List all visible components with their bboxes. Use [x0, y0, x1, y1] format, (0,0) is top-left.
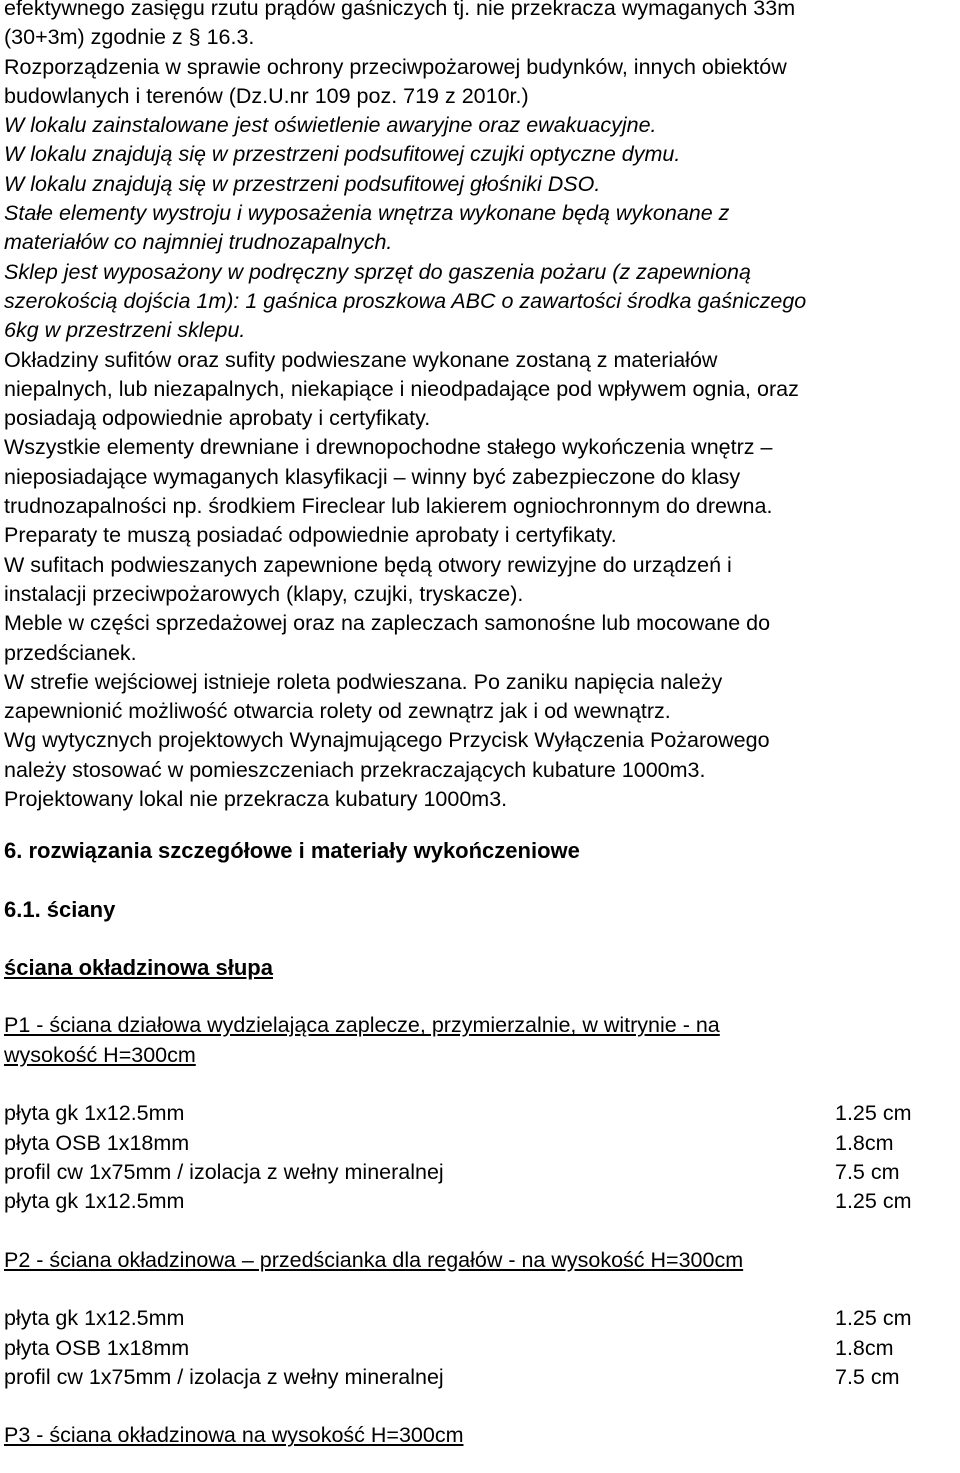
body-line: Meble w części sprzedażowej oraz na zapleczach samonośne lub mocowane do	[4, 611, 771, 636]
layer-name: płyta OSB 1x18mm	[4, 1130, 190, 1155]
layer-row	[4, 1099, 960, 1128]
layer-name: profil cw 1x75mm / izolacja z wełny mineralnej	[4, 1364, 444, 1389]
body-line: niepalnych, lub niezapalnych, niekapiące i nieodpadające pod wpływem ognia, oraz	[4, 376, 799, 401]
layer-row	[4, 1304, 960, 1333]
body-line: (30+3m) zgodnie z § 16.3.	[4, 25, 255, 50]
body-line: przedścianek.	[4, 640, 137, 665]
body-line: Okładziny sufitów oraz sufity podwieszane wykonane zostaną z materiałów	[4, 347, 718, 372]
spacer	[4, 1392, 960, 1421]
layer-name: płyta gk 1x12.5mm	[4, 1306, 185, 1331]
layer-name: płyta gk 1x12.5mm	[4, 1101, 185, 1126]
spacer	[4, 865, 960, 895]
section-heading: 6. rozwiązania szczegółowe i materiały wykończeniowe	[4, 838, 580, 864]
layer-name: płyta gk 1x12.5mm	[4, 1189, 185, 1214]
layer-name: profil cw 1x75mm / izolacja z wełny mineralnej	[4, 1159, 444, 1184]
body-line: Wszystkie elementy drewniane i drewnopochodne stałego wykończenia wnętrz –	[4, 435, 773, 460]
body-line: W lokalu znajdują się w przestrzeni podsufitowej głośniki DSO.	[4, 171, 601, 196]
layer-row	[4, 1158, 960, 1187]
spacer	[4, 982, 960, 1011]
body-line: Sklep jest wyposażony w podręczny sprzęt do gaszenia pożaru (z zapewnioną	[4, 259, 751, 284]
body-line: efektywnego zasięgu rzutu prądów gaśniczych tj. nie przekracza wymaganych 33m	[4, 0, 796, 20]
spacer	[4, 924, 960, 953]
body-line: Rozporządzenia w sprawie ochrony przeciwpożarowej budynków, innych obiektów	[4, 54, 787, 79]
p2-title: P2 - ściana okładzinowa – przedścianka dla regałów - na wysokość H=300cm	[4, 1247, 744, 1272]
wall-type-title: ściana okładzinowa słupa	[4, 955, 273, 981]
p3-title: P3 - ściana okładzinowa na wysokość H=300cm	[4, 1423, 464, 1448]
body-line: W lokalu zainstalowane jest oświetlenie awaryjne oraz ewakuacyjne.	[4, 113, 657, 138]
body-line: instalacji przeciwpożarowych (klapy, czujki, tryskacze).	[4, 581, 524, 606]
body-line: zapewnionić możliwość otwarcia rolety od zewnątrz jak i od wewnątrz.	[4, 699, 671, 724]
layer-thickness: 1.25 cm	[835, 1101, 912, 1126]
body-line: Projektowany lokal nie przekracza kubatury 1000m3.	[4, 787, 508, 812]
p1-layers	[4, 1099, 960, 1216]
spacer	[4, 1275, 960, 1304]
body-line: Stałe elementy wystroju i wyposażenia wnętrza wykonane będą wykonane z	[4, 201, 730, 226]
body-line: Wg wytycznych projektowych Wynajmującego Przycisk Wyłączenia Pożarowego	[4, 728, 770, 753]
spacer	[4, 814, 960, 836]
body-line: budowlanych i terenów (Dz.U.nr 109 poz. 719 z 2010r.)	[4, 83, 529, 108]
p1-title: P1 - ściana działowa wydzielająca zaplecze, przymierzalnie, w witrynie - na	[4, 1013, 720, 1038]
body-line: nieposiadające wymaganych klasyfikacji – winny być zabezpieczone do klasy	[4, 464, 741, 489]
layer-thickness: 1.8cm	[835, 1335, 894, 1360]
spacer	[4, 1216, 960, 1245]
body-line: należy stosować w pomieszczeniach przekraczających kubature 1000m3.	[4, 757, 706, 782]
layer-name: płyta OSB 1x18mm	[4, 1335, 190, 1360]
body-text	[4, 0, 960, 814]
layer-thickness: 7.5 cm	[835, 1364, 900, 1389]
layer-row	[4, 1129, 960, 1158]
body-line: materiałów co najmniej trudnozapalnych.	[4, 230, 393, 255]
layer-row	[4, 1363, 960, 1392]
p2-layers	[4, 1304, 960, 1392]
layer-thickness: 1.8cm	[835, 1130, 894, 1155]
body-line: W strefie wejściowej istnieje roleta podwieszana. Po zaniku napięcia należy	[4, 669, 723, 694]
body-line: W sufitach podwieszanych zapewnione będą otwory rewizyjne do urządzeń i	[4, 552, 732, 577]
body-line: Preparaty te muszą posiadać odpowiednie aprobaty i certyfikaty.	[4, 523, 617, 548]
layer-thickness: 1.25 cm	[835, 1189, 912, 1214]
layer-row	[4, 1334, 960, 1363]
body-line: posiadają odpowiednie aprobaty i certyfikaty.	[4, 406, 431, 431]
body-line: 6kg w przestrzeni sklepu.	[4, 318, 246, 343]
body-line: W lokalu znajdują się w przestrzeni podsufitowej czujki optyczne dymu.	[4, 142, 681, 167]
subsection-heading: 6.1. ściany	[4, 897, 116, 923]
body-line: trudnozapalności np. środkiem Fireclear lub lakierem ogniochronnym do drewna.	[4, 494, 773, 519]
layer-thickness: 7.5 cm	[835, 1159, 900, 1184]
layer-thickness: 1.25 cm	[835, 1306, 912, 1331]
spacer	[4, 1070, 960, 1099]
body-line: szerokością dojścia 1m): 1 gaśnica proszkowa ABC o zawartości środka gaśniczego	[4, 288, 807, 313]
p1-title-continued: wysokość H=300cm	[4, 1042, 196, 1067]
layer-row	[4, 1187, 960, 1216]
